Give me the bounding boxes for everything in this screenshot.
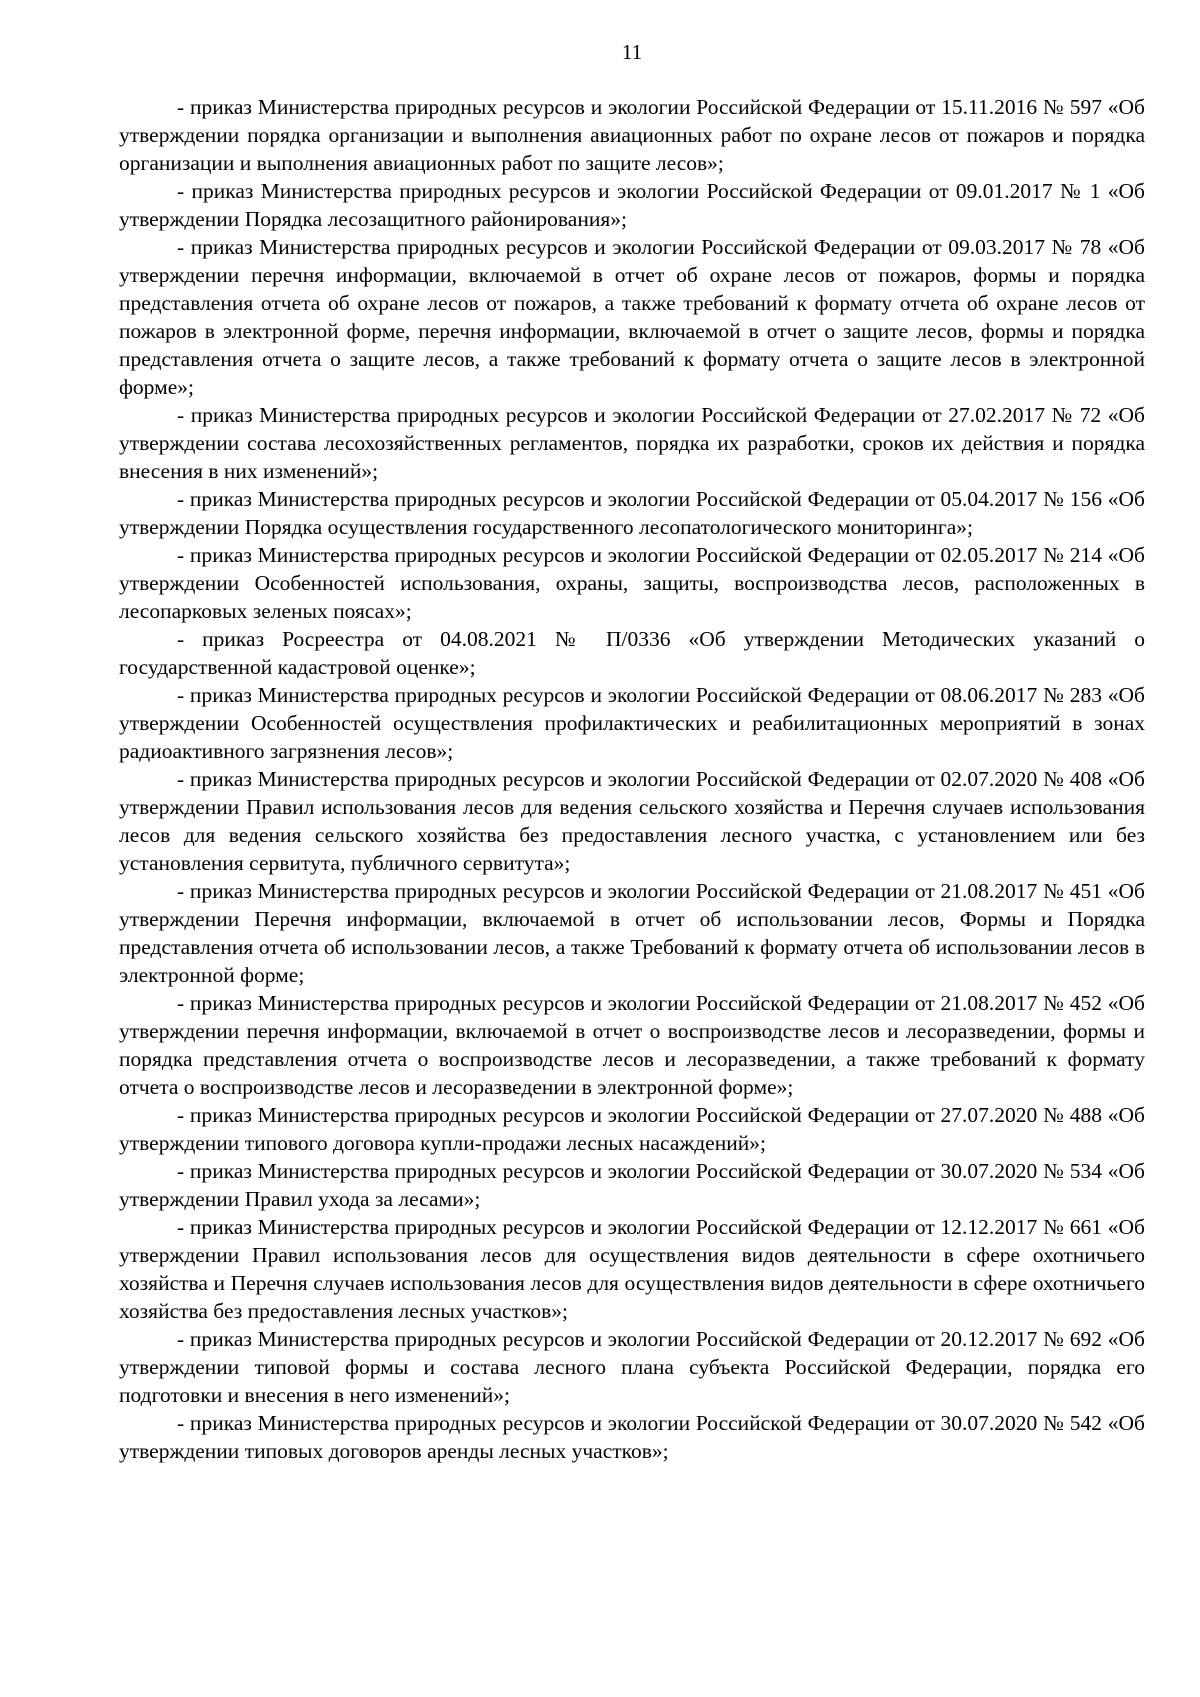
list-item: - приказ Министерства природных ресурсов и экологии Российской Федерации от 09.03.2017 № 78 «Об утверждении перечня информации, включаемой в отчет об охране лесов от пожаров, формы и порядка представления отчета об охране лесов от пожаров, а также требований к формату отчета об охране лесов от пожаров в электронной форме, перечня информации, включаемой в отчет о защите лесов, формы и порядка представления отчета о защите лесов, а также требований к формату отчета о защите лесов в электронной форме»; <box>119 235 1145 399</box>
list-item: - приказ Министерства природных ресурсов и экологии Российской Федерации от 08.06.2017 № 283 «Об утверждении Особенностей осуществления профилактических и реабилитационных мероприятий в зонах радиоактивного загрязнения лесов»; <box>119 683 1145 763</box>
list-item: - приказ Министерства природных ресурсов и экологии Российской Федерации от 21.08.2017 № 452 «Об утверждении перечня информации, включаемой в отчет о воспроизводстве лесов и лесоразведении, формы и порядка представления отчета о воспроизводстве лесов и лесоразведении, а также требований к формату отчета о воспроизводстве лесов и лесоразведении в электронной форме»; <box>119 991 1145 1099</box>
list-item: - приказ Росреестра от 04.08.2021 № П/0336 «Об утверждении Методических указаний о государственной кадастровой оценке»; <box>119 627 1145 679</box>
list-item: - приказ Министерства природных ресурсов и экологии Российской Федерации от 02.05.2017 № 214 «Об утверждении Особенностей использования, охраны, защиты, воспроизводства лесов, расположенных в лесопарковых зеленых поясах»; <box>119 543 1145 623</box>
document-body <box>119 93 1145 1465</box>
list-item: - приказ Министерства природных ресурсов и экологии Российской Федерации от 30.07.2020 № 534 «Об утверждении Правил ухода за лесами»; <box>119 1159 1145 1211</box>
list-item: - приказ Министерства природных ресурсов и экологии Российской Федерации от 05.04.2017 № 156 «Об утверждении Порядка осуществления государственного лесопатологического мониторинга»; <box>119 487 1145 539</box>
list-item: - приказ Министерства природных ресурсов и экологии Российской Федерации от 27.07.2020 № 488 «Об утверждении типового договора купли-продажи лесных насаждений»; <box>119 1103 1145 1155</box>
list-item: - приказ Министерства природных ресурсов и экологии Российской Федерации от 02.07.2020 № 408 «Об утверждении Правил использования лесов для ведения сельского хозяйства и Перечня случаев использования лесов для ведения сельского хозяйства без предоставления лесного участка, с установлением или без установления сервитута, публичного сервитута»; <box>119 767 1145 875</box>
list-item: - приказ Министерства природных ресурсов и экологии Российской Федерации от 15.11.2016 № 597 «Об утверждении порядка организации и выполнения авиационных работ по охране лесов от пожаров и порядка организации и выполнения авиационных работ по защите лесов»; <box>119 95 1145 175</box>
list-item: - приказ Министерства природных ресурсов и экологии Российской Федерации от 09.01.2017 № 1 «Об утверждении Порядка лесозащитного районирования»; <box>119 179 1145 231</box>
list-item: - приказ Министерства природных ресурсов и экологии Российской Федерации от 30.07.2020 № 542 «Об утверждении типовых договоров аренды лесных участков»; <box>119 1411 1145 1463</box>
list-item: - приказ Министерства природных ресурсов и экологии Российской Федерации от 21.08.2017 № 451 «Об утверждении Перечня информации, включаемой в отчет об использовании лесов, Формы и Порядка представления отчета об использовании лесов, а также Требований к формату отчета об использовании лесов в электронной форме; <box>119 879 1145 987</box>
list-item: - приказ Министерства природных ресурсов и экологии Российской Федерации от 12.12.2017 № 661 «Об утверждении Правил использования лесов для осуществления видов деятельности в сфере охотничьего хозяйства и Перечня случаев использования лесов для осуществления видов деятельности в сфере охотничьего хозяйства без предоставления лесных участков»; <box>119 1215 1145 1323</box>
list-item: - приказ Министерства природных ресурсов и экологии Российской Федерации от 27.02.2017 № 72 «Об утверждении состава лесохозяйственных регламентов, порядка их разработки, сроков их действия и порядка внесения в них изменений»; <box>119 403 1145 483</box>
page-number: 11 <box>621 40 643 64</box>
list-item: - приказ Министерства природных ресурсов и экологии Российской Федерации от 20.12.2017 № 692 «Об утверждении типовой формы и состава лесного плана субъекта Российской Федерации, порядка его подготовки и внесения в него изменений»; <box>119 1327 1145 1407</box>
